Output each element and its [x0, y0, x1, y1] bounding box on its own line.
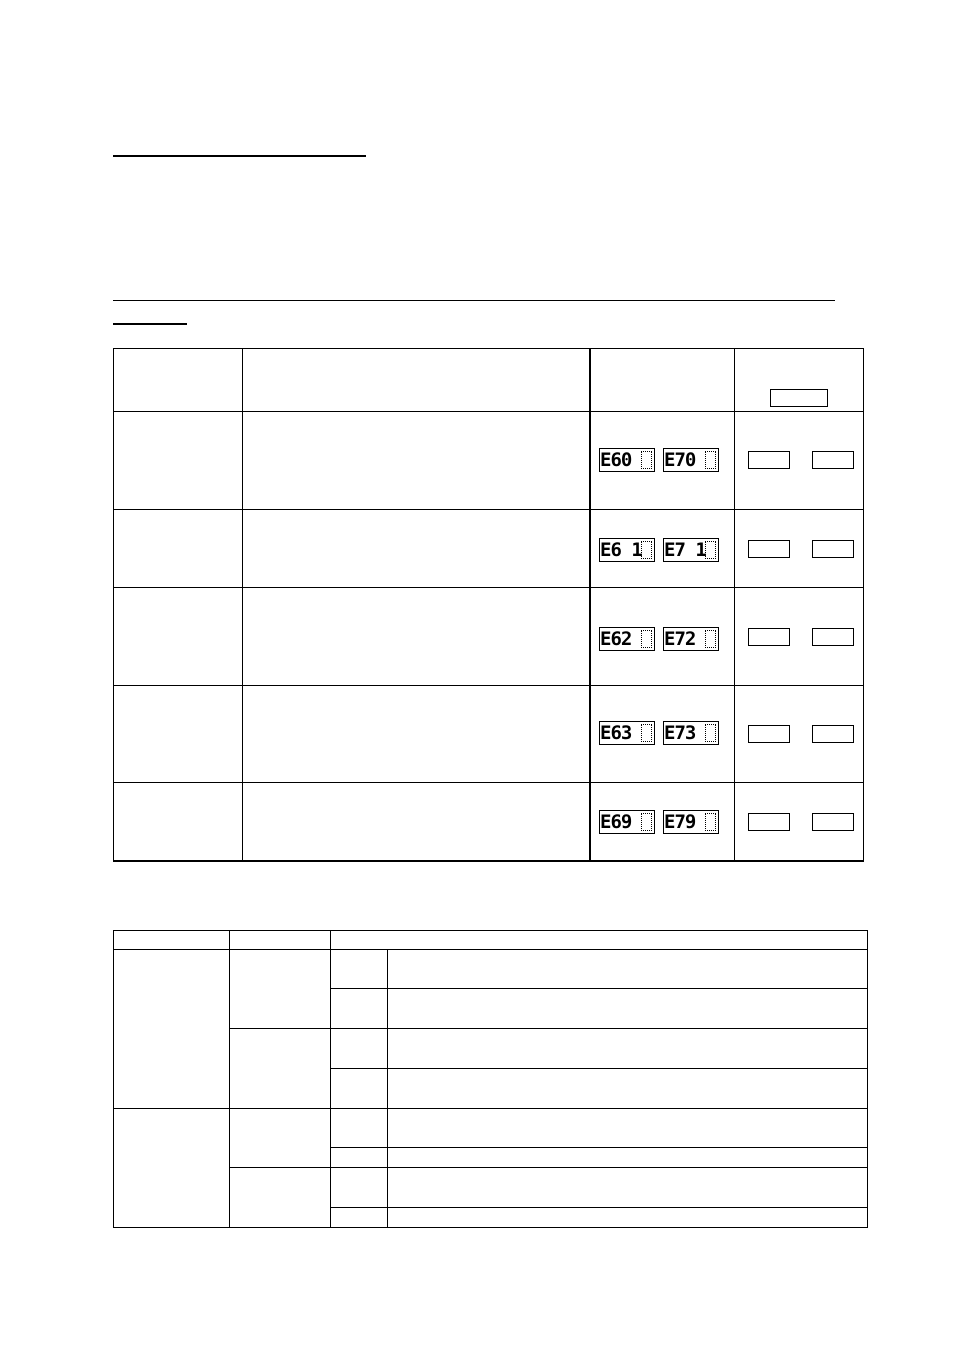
error-code: E63 [600, 722, 632, 744]
error-code: E73 [664, 722, 696, 744]
error-code: E62 [600, 628, 632, 650]
lcd-display [599, 538, 655, 562]
key-box [812, 540, 854, 558]
key-box [812, 451, 854, 469]
header-key-box [770, 389, 828, 407]
lcd-display [599, 448, 655, 472]
key-box [812, 813, 854, 831]
error-code: E69 [600, 811, 632, 833]
lcd-display [599, 810, 655, 834]
subheading-underline [113, 323, 187, 325]
error-code: E7 1 [664, 539, 706, 561]
key-box [812, 628, 854, 646]
key-box [748, 540, 790, 558]
heading-underline [113, 155, 366, 157]
lcd-display [599, 627, 655, 651]
lcd-display [663, 810, 719, 834]
key-box [748, 451, 790, 469]
lcd-display [663, 448, 719, 472]
error-code: E60 [600, 449, 632, 471]
key-box [748, 725, 790, 743]
lcd-display [663, 538, 719, 562]
section-rule [113, 300, 835, 301]
key-box [748, 813, 790, 831]
error-code: E70 [664, 449, 696, 471]
lcd-display [663, 721, 719, 745]
key-box [748, 628, 790, 646]
error-code: E6 1 [600, 539, 642, 561]
lcd-display [599, 721, 655, 745]
error-code: E72 [664, 628, 696, 650]
lcd-display [663, 627, 719, 651]
error-code: E79 [664, 811, 696, 833]
key-box [812, 725, 854, 743]
